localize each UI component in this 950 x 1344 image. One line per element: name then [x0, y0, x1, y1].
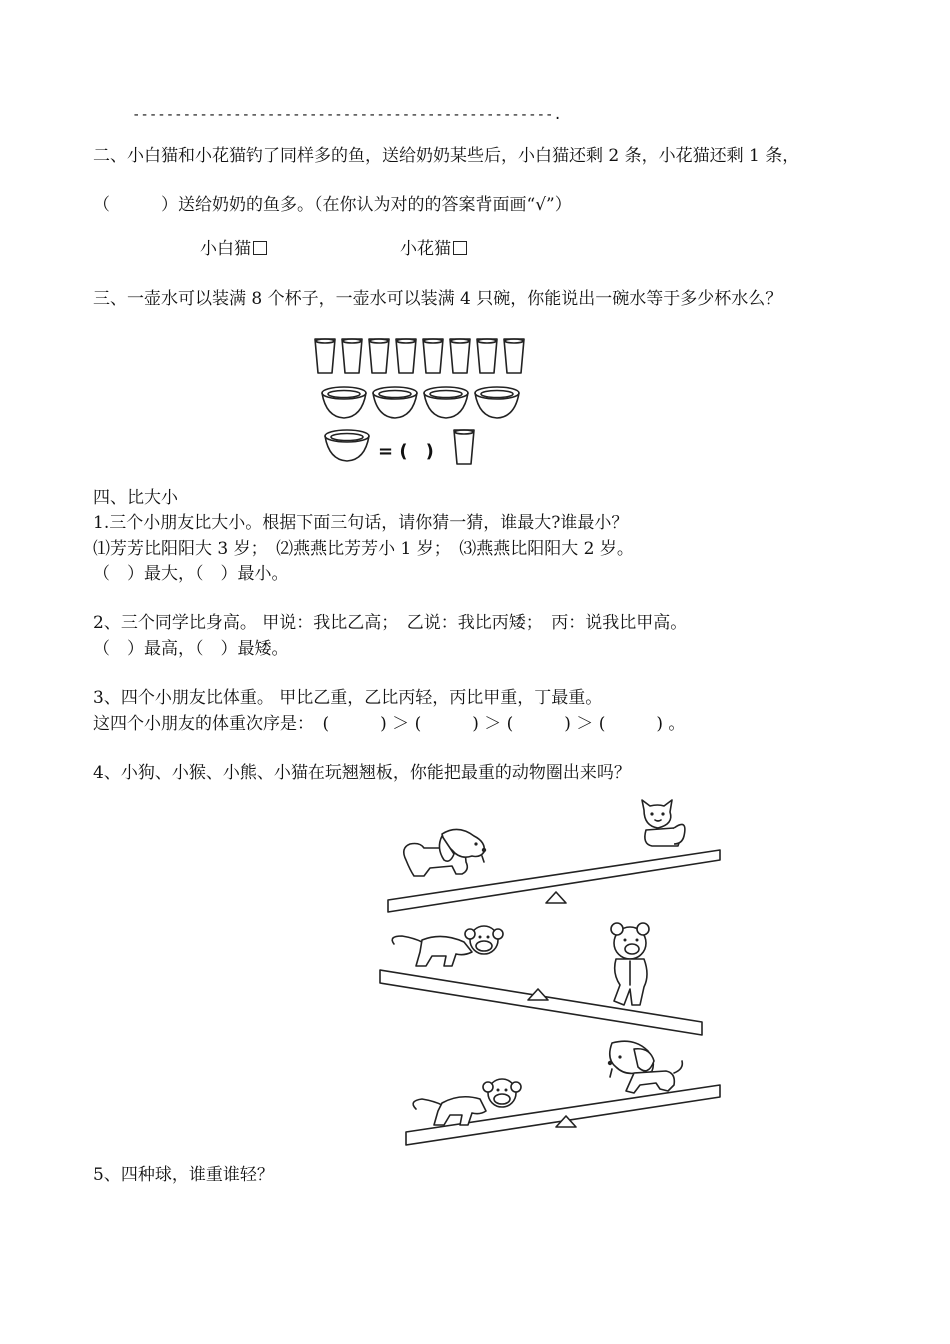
separator-dashes: --------------------------------------------------. — [132, 107, 562, 123]
cup-icon — [396, 339, 416, 373]
dog-icon — [404, 829, 486, 876]
bowls-row — [322, 387, 519, 418]
q4-p2-line2: （ ）最高，（ ）最矮。 — [93, 639, 289, 659]
cups-bowls-figure — [300, 335, 540, 475]
seesaw-figure — [370, 795, 740, 1155]
q4-p3-line1: 3、四个小朋友比体重。 甲比乙重，乙比丙轻，丙比甲重，丁最重。 — [93, 688, 603, 708]
bowl-icon — [325, 430, 369, 461]
cup-icon — [450, 339, 470, 373]
cup-icon — [477, 339, 497, 373]
cup-icon — [504, 339, 524, 373]
bear-icon — [611, 923, 649, 1005]
seesaw-fulcrum — [546, 892, 566, 903]
q4-p4-line1: 4、小狗、小猴、小熊、小猫在玩翘翘板，你能把最重的动物圈出来吗？ — [93, 763, 631, 783]
q4-p1-line1: 1.三个小朋友比大小。根据下面三句话，请你猜一猜，谁最大?谁最小？ — [93, 513, 629, 533]
seesaw-3 — [406, 1041, 720, 1145]
bowl-icon — [373, 387, 417, 418]
cat-icon — [642, 800, 685, 846]
q2-option2-label: 小花猫 — [400, 239, 451, 259]
q2-option-white-cat[interactable] — [200, 241, 267, 258]
q4-p1-line2: ⑴芳芳比阳阳大 3 岁； ⑵燕燕比芳芳小 1 岁； ⑶燕燕比阳阳大 2 岁。 — [93, 539, 634, 559]
cup-icon — [342, 339, 362, 373]
dog-icon — [608, 1041, 683, 1093]
seesaw-2 — [380, 923, 702, 1035]
q2-line1: 二、小白猫和小花猫钓了同样多的鱼，送给奶奶某些后，小白猫还剩 2 条，小花猫还剩 1 条， — [93, 146, 800, 166]
seesaw-1 — [388, 800, 720, 912]
equation-text: = ( ) — [378, 441, 434, 462]
q4-p5-line1: 5、四种球，谁重谁轻？ — [93, 1165, 274, 1185]
cup-icon — [369, 339, 389, 373]
bowl-icon — [475, 387, 519, 418]
checkbox-icon[interactable] — [253, 241, 267, 255]
q4-p2-line1: 2、三个同学比身高。 甲说：我比乙高； 乙说：我比丙矮； 丙：说我比甲高。 — [93, 613, 688, 633]
q4-p1-line3: （ ）最大，（ ）最小。 — [93, 564, 289, 584]
bowl-icon — [424, 387, 468, 418]
bowl-icon — [322, 387, 366, 418]
monkey-icon — [392, 926, 503, 966]
cups-row — [315, 339, 524, 373]
q4-heading: 四、比大小 — [93, 488, 178, 508]
cup-icon — [315, 339, 335, 373]
checkbox-icon[interactable] — [453, 241, 467, 255]
equation-row — [325, 430, 474, 464]
q3-text: 三、一壶水可以装满 8 个杯子，一壶水可以装满 4 只碗，你能说出一碗水等于多少杯水么？ — [93, 289, 783, 309]
cup-icon — [454, 430, 474, 464]
cup-icon — [423, 339, 443, 373]
seesaw-board — [380, 970, 702, 1035]
q2-option1-label: 小白猫 — [200, 239, 251, 259]
q2-line2: （ ）送给奶奶的鱼多。（在你认为对的的答案背面画“√”） — [93, 195, 572, 215]
q2-option-spotted-cat[interactable] — [400, 241, 467, 258]
q4-p3-line2: 这四个小朋友的体重次序是： ( ) ＞ ( ) ＞ ( ) ＞ ( ) 。 — [93, 714, 686, 734]
